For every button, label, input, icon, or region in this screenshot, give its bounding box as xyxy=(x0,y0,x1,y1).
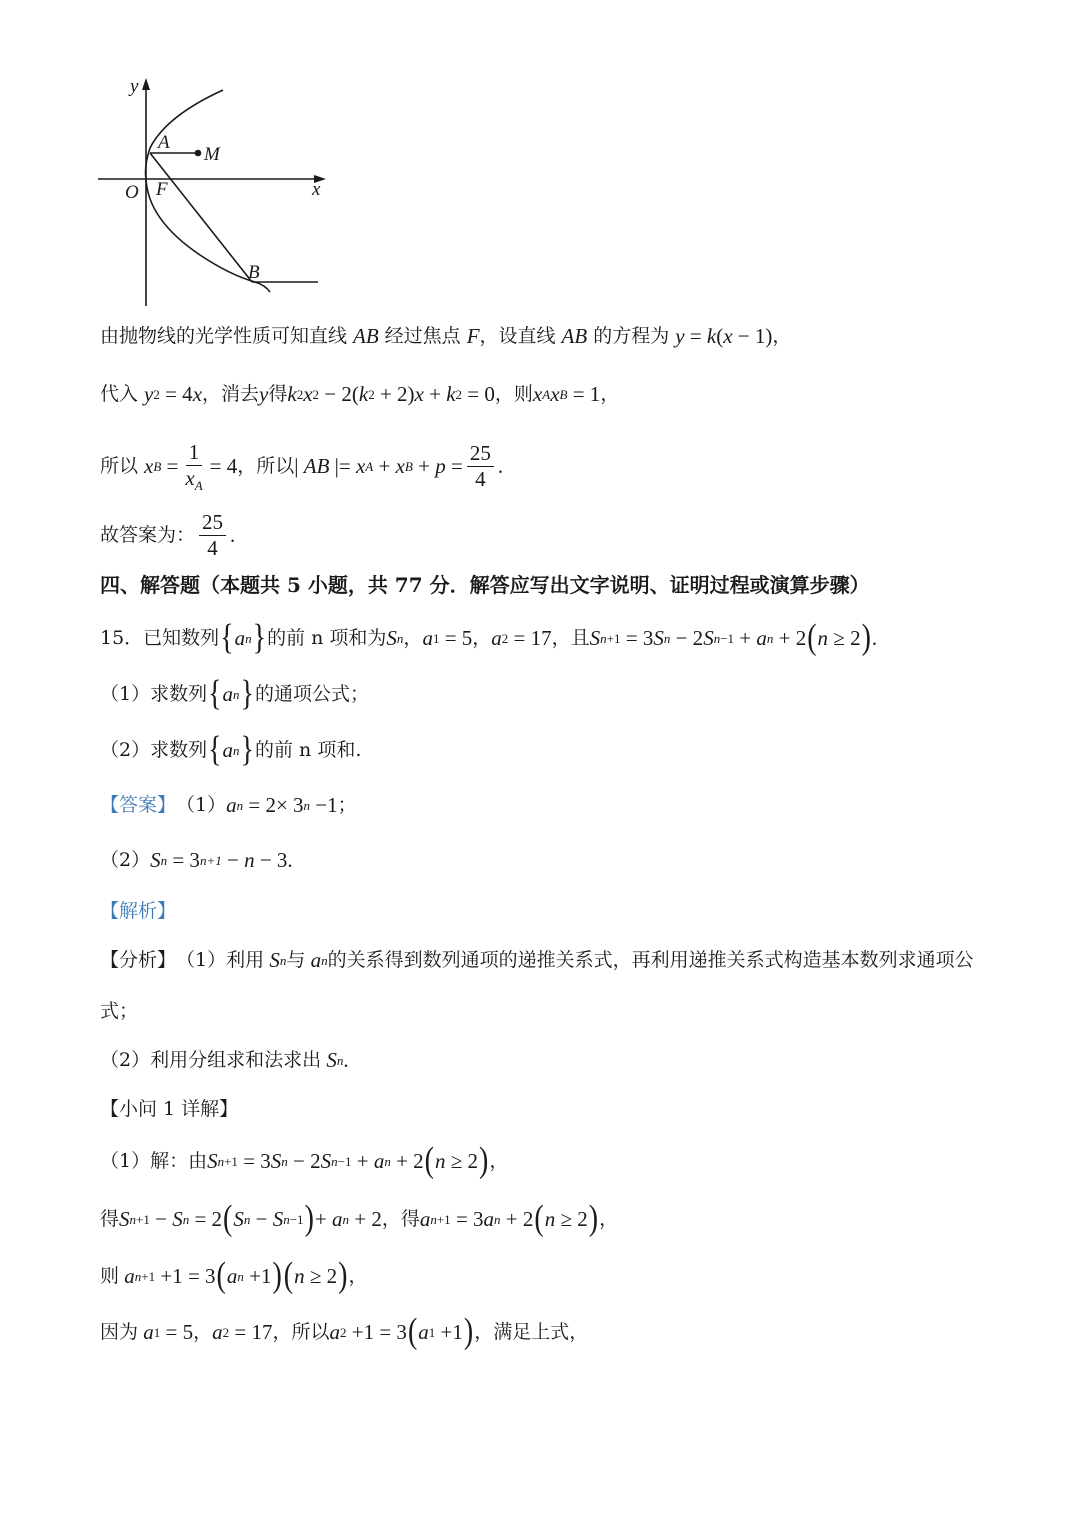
label-A: A xyxy=(158,132,170,153)
line-AB xyxy=(150,153,252,282)
fenxi-1: 【分析】 （1）利用 S n 与 a n 的关系得到数列通项的递推关系式，再利用递推关系式构造基本数列求通项公 xyxy=(100,948,974,972)
y-arrow xyxy=(142,78,150,90)
question-15-part-1: （1）求数列 { a n } 的通项公式； xyxy=(100,673,370,714)
label-y: y xyxy=(130,76,139,97)
solution-line-1: （1）解：由 S n +1 = 3 S n − 2 S n −1 + a n + 2 ( n ≥ 2 ) ， xyxy=(100,1140,509,1181)
text-line-4: 故答案为： $\frac{25}{4}$ . xyxy=(100,510,236,560)
solution-line-2: 得 S n +1 − S n = 2 ( S n − S n −1 ) + a n + 2 ，得 a n +1 = 3 a n + 2 ( n ≥ 2 ) ， xyxy=(100,1198,619,1239)
section-heading: 四、解答题（本题共 5 小题，共 77 分．解答应写出文字说明、证明过程或演算步骤） xyxy=(100,573,870,597)
solution-line-4: 因为 a 1 = 5 ， a 2 = 17 ， 所以 a 2 +1 = 3 ( a 1 +1 ) ，满足上式， xyxy=(100,1311,589,1352)
label-M: M xyxy=(204,144,220,165)
analysis-tag: 【解析】 xyxy=(100,900,177,922)
question-15-part-2: （2）求数列 { a n } 的前 n 项和. xyxy=(100,729,362,770)
answer-2: （2） S n = 3 n+1 − n − 3 . xyxy=(100,848,293,872)
point-M-dot xyxy=(196,151,201,156)
solution-line-3: 则 a n +1 +1 = 3 ( a n +1 ) ( n ≥ 2 ) ， xyxy=(100,1255,368,1296)
label-F: F xyxy=(156,179,168,200)
text-line-1: 由抛物线的光学性质可知直线 AB 经过焦点 F ，设直线 AB 的方程为 y = k ( x − 1) ， xyxy=(100,324,792,348)
sub-question-1-heading: 【小问 1 详解】 xyxy=(100,1098,239,1120)
text-line-2: 代入 y 2 = 4 x ，消去 y 得 k 2 x 2 − 2( k 2 + 2) x + k 2 = 0 ，则 x A x B = 1 ， xyxy=(100,382,620,406)
label-x: x xyxy=(312,179,321,200)
question-15: 15．已知数列 { a n } 的前 n 项和为 S n ， a 1 = 5 ， a 2 = 17 ，且 S n +1 = 3 S n − 2 S n −1 + a n + 2 ( n ≥ 2 ) . xyxy=(100,617,878,658)
text-line-3: 所以 x B = $\frac{1}{x_A}$ = 4 ，所以 | AB |= x A + x B + p = $\frac{25}{4}$ . xyxy=(100,440,504,493)
label-B: B xyxy=(248,262,260,283)
parabola-figure xyxy=(90,70,340,315)
fenxi-2: （2）利用分组求和法求出 S n . xyxy=(100,1048,349,1072)
label-O: O xyxy=(125,182,139,203)
fenxi-1-cont: 式； xyxy=(100,1000,139,1022)
answer-1: 【答案】 （1） a n = 2× 3 n −1 ； xyxy=(100,793,357,817)
